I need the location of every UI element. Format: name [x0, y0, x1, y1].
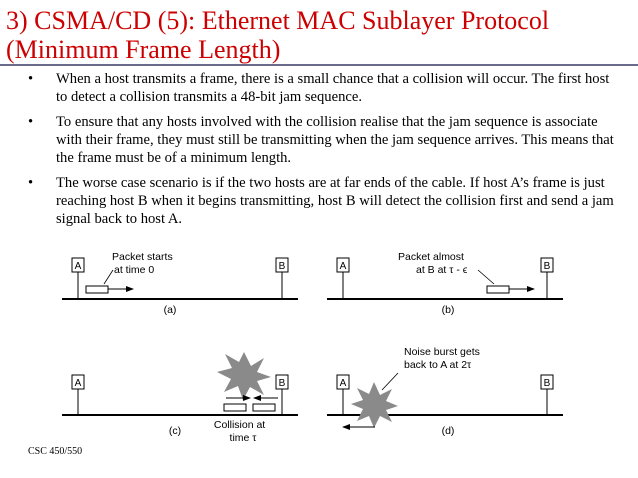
panel-b: [327, 251, 563, 316]
panel-d: [327, 346, 563, 437]
panel-note-line-2: time τ: [229, 432, 257, 444]
panel-caption: (b): [441, 304, 455, 316]
callout-line: [478, 270, 494, 284]
panel-note-line-2: back to A at 2τ: [404, 359, 472, 371]
panel-note-line-2: at B at τ - ϵ: [416, 264, 468, 276]
panel-note: [404, 346, 483, 371]
panel-note: [112, 251, 176, 276]
packet: [253, 404, 275, 411]
callout-line: [104, 270, 113, 284]
bullet-symbol: •: [28, 175, 34, 191]
bullet-text: The worse case scenario is if the two hosts are at far ends of the cable. If host A’s frame is just reaching host B when it begins transmitting, host B will detect the collision first and send a jam signal back to host A.: [56, 175, 614, 227]
title-line-2: (Minimum Frame Length): [6, 35, 281, 64]
panel-caption: (a): [163, 304, 177, 316]
noise-burst-icon: [351, 382, 398, 428]
host-a-label: A: [339, 261, 347, 272]
host-b-label: B: [278, 378, 286, 389]
panel-caption: (c): [168, 425, 182, 437]
host-b-label: B: [543, 261, 551, 272]
panel-note: [214, 419, 268, 444]
panel-note-line-1: Noise burst gets: [404, 346, 480, 358]
host-b-label: B: [278, 261, 286, 272]
bullet-symbol: •: [28, 71, 34, 87]
packet: [224, 404, 246, 411]
host-a-label: A: [339, 378, 347, 389]
panel-caption: (d): [441, 425, 455, 437]
bullet-symbol: •: [28, 114, 34, 130]
title-line-1: 3) CSMA/CD (5): Ethernet MAC Sublayer Protocol: [6, 6, 550, 35]
panel-c: [62, 352, 298, 444]
host-a-label: A: [74, 261, 82, 272]
panel-note-line-1: Collision at: [213, 419, 266, 431]
packet: [487, 286, 509, 293]
panel-note-line-1: Packet almost: [398, 251, 464, 263]
panel-note: [398, 251, 468, 276]
panel-note-line-1: Packet starts: [112, 251, 173, 263]
footer-course-code: CSC 450/550: [28, 446, 83, 457]
bullet-text: When a host transmits a frame, there is a small chance that a collision will occur. The first host to detect a collision transmits a 48-bit jam sequence.: [56, 71, 610, 105]
packet: [86, 286, 108, 293]
panel-note-line-2: at time 0: [114, 264, 155, 276]
host-a-label: A: [74, 378, 82, 389]
callout-line: [382, 373, 398, 390]
panel-a: [62, 251, 298, 316]
host-b-label: B: [543, 378, 551, 389]
collision-burst-icon: [217, 352, 271, 400]
bullet-text: To ensure that any hosts involved with the collision realise that the jam sequence is associate with their frame, they must still be transmitting when the jam sequence arrives. This means that the frame must be of a minimum length.: [56, 114, 614, 166]
